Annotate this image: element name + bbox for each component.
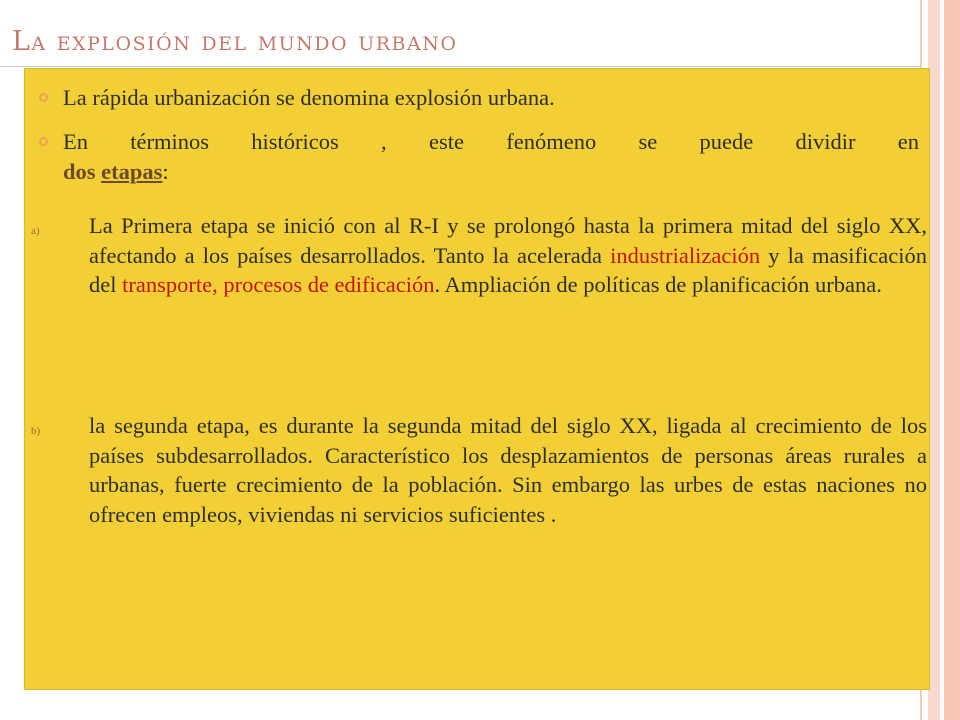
slide-title: La explosión del mundo urbano <box>12 26 458 57</box>
title-underline <box>0 66 920 67</box>
sub-label: b) <box>31 425 41 437</box>
sub-text-part: La Primera etapa se inició con al R-I y se prolongó hasta la primera mitad del siglo XX, afectando a los países desarrollados. Tanto la acelerada <box>89 213 927 268</box>
bullet-item <box>39 127 919 187</box>
highlight-industrializacion: industrialización <box>610 242 761 268</box>
sub-item-b <box>31 411 927 529</box>
sub-text-part: y la masificación del <box>89 242 927 297</box>
stripe-wide <box>944 0 960 720</box>
sub-text: la segunda etapa, es durante la segunda mitad del siglo XX, ligada al crecimiento de los países subdesarrollados. Característico los desplazamientos de personas áreas rurales a urbanas, fuerte crecimiento de la población. Sin embargo las urbes de estas naciones no ofrecen empleos, viviendas ni servicios suficientes . <box>89 413 927 527</box>
emphasis-dos: dos <box>63 159 96 184</box>
sub-text <box>89 211 927 300</box>
bullet-text: La rápida urbanización se denomina explosión urbana. <box>63 85 555 110</box>
bullet-item <box>39 83 919 113</box>
sub-item-a <box>31 211 927 300</box>
sub-label: a) <box>31 225 40 237</box>
bullet-ring-icon <box>39 137 48 146</box>
bullet-ring-icon <box>39 93 48 102</box>
sub-text-part: . Ampliación de políticas de planificación urbana. <box>434 272 882 297</box>
colon: : <box>162 159 169 184</box>
content-box <box>24 68 930 690</box>
emphasis-etapas: etapas <box>101 159 163 184</box>
bullet-text: En términos históricos , este fenómeno se puede dividir en <box>63 129 919 154</box>
highlight-transporte: transporte, procesos de edificación <box>122 272 435 297</box>
